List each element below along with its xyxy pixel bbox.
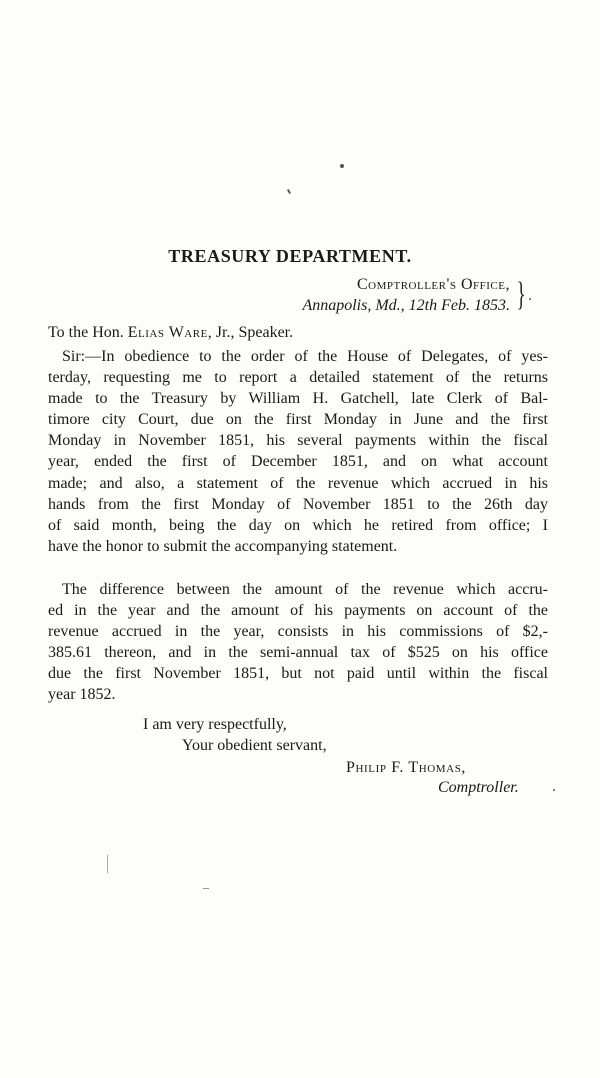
scan-speck bbox=[340, 164, 344, 168]
scan-speck bbox=[203, 888, 209, 889]
addressee-name: Elias Ware bbox=[127, 324, 208, 341]
text-line: The difference between the amount of the revenue which accru- bbox=[62, 581, 548, 598]
signature-title: Comptroller. bbox=[438, 779, 519, 796]
salutation-prefix: To the Hon. bbox=[48, 324, 128, 341]
text-line: have the honor to submit the accompanying statement. bbox=[48, 537, 398, 555]
page-title: TREASURY DEPARTMENT. bbox=[168, 246, 412, 266]
text-line: Sir:—In obedience to the order of the House of Delegates, of yes- bbox=[62, 348, 548, 365]
letter-paragraph-1 bbox=[48, 346, 548, 557]
brace-mark: } bbox=[516, 276, 526, 313]
text-line: due the first November 1851, but not paid until within the fiscal bbox=[48, 665, 548, 683]
text-line: year, ended the first of December 1851, and on what account bbox=[48, 453, 548, 471]
letter-paragraph-2 bbox=[48, 579, 548, 706]
text-line: of said month, being the day on which he retired from office; I bbox=[48, 516, 548, 534]
signature-name: Philip F. Thomas, bbox=[346, 759, 467, 776]
closing-servant: Your obedient servant, bbox=[182, 737, 327, 754]
place-date: Annapolis, Md., 12th Feb. 1853. bbox=[302, 297, 510, 314]
scan-speck bbox=[553, 789, 555, 791]
text-line: ed in the year and the amount of his payments on account of the bbox=[48, 602, 548, 620]
salutation-suffix: , Jr., Speaker. bbox=[207, 324, 294, 341]
text-line: terday, requesting me to report a detailed statement of the returns bbox=[48, 369, 548, 387]
closing-phrase: I am very respectfully, bbox=[143, 716, 287, 733]
salutation bbox=[48, 324, 293, 342]
text-line: year 1852. bbox=[48, 686, 116, 704]
scan-speck bbox=[529, 298, 531, 300]
scan-speck bbox=[287, 189, 291, 194]
text-line: revenue accrued in the year, consists in his commissions of $2,- bbox=[48, 623, 548, 641]
text-line: Monday in November 1851, his several payments within the fiscal bbox=[48, 432, 548, 450]
text-line: made; and also, a statement of the revenue which accrued in his bbox=[48, 474, 548, 492]
office-name: Comptroller's Office, bbox=[356, 276, 510, 293]
text-line: 385.61 thereon, and in the semi-annual tax of $525 on his office bbox=[48, 644, 548, 662]
scan-speck bbox=[107, 855, 108, 873]
text-line: timore city Court, due on the first Monday in June and the first bbox=[48, 411, 548, 429]
text-line: hands from the first Monday of November 1851 to the 26th day bbox=[48, 495, 548, 513]
text-line: made to the Treasury by William H. Gatchell, late Clerk of Bal- bbox=[48, 390, 548, 408]
